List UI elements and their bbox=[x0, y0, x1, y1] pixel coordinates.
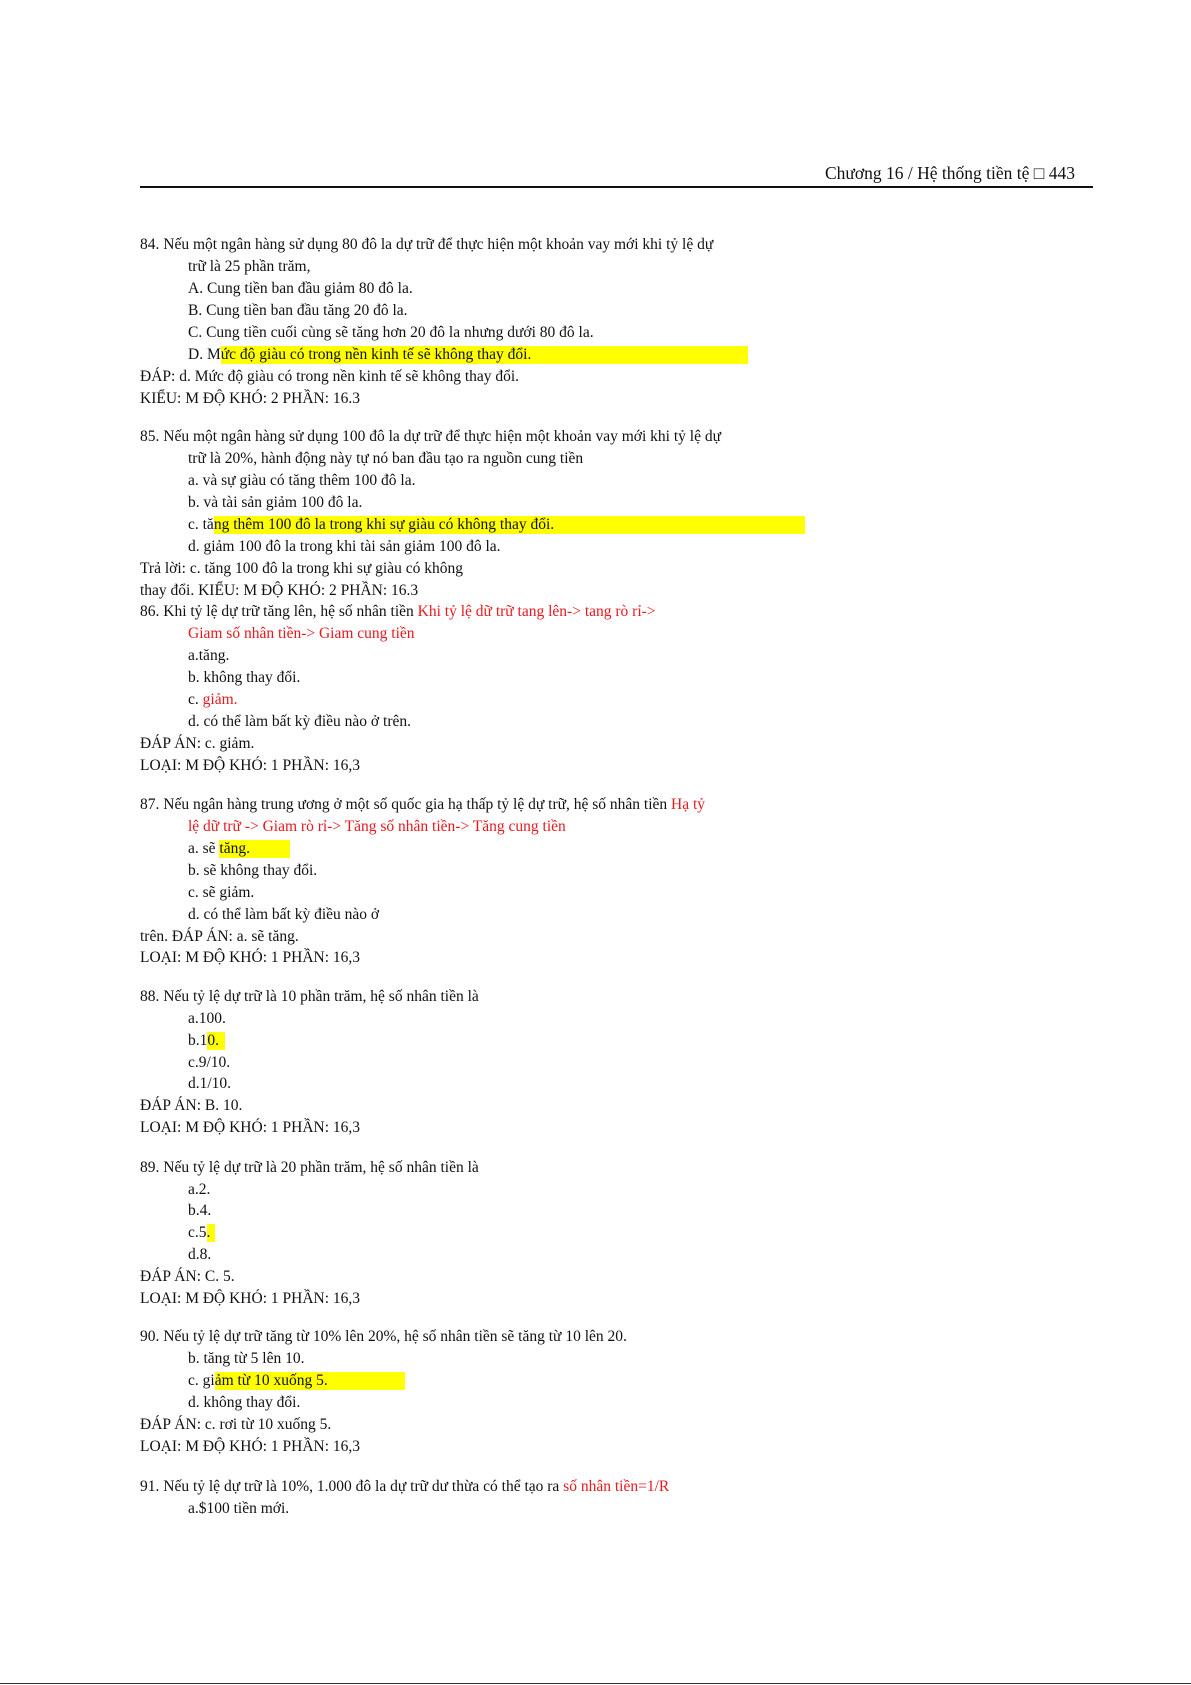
q90-highlight: ảm từ 10 xuống 5. bbox=[215, 1372, 405, 1390]
q86-number: 86. bbox=[140, 603, 160, 620]
q87-highlight: tăng. bbox=[219, 840, 290, 858]
q89-highlight: . bbox=[207, 1224, 215, 1242]
page-number: 443 bbox=[1048, 163, 1075, 183]
q91-number: 91. bbox=[140, 1478, 160, 1495]
q88-meta: LOẠI: M ĐỘ KHÓ: 1 PHẦN: 16,3 bbox=[140, 1119, 361, 1136]
q91-line1 bbox=[140, 1478, 669, 1496]
q90-option-d: d. không thay đổi. bbox=[188, 1394, 301, 1411]
q85-number: 85. bbox=[140, 428, 160, 445]
q88-line1 bbox=[140, 988, 479, 1006]
q86-option-c bbox=[188, 691, 238, 709]
q88-option-d: d.1/10. bbox=[188, 1075, 232, 1092]
q84-option-a: A. Cung tiền ban đầu giảm 80 đô la. bbox=[188, 280, 413, 297]
q87-option-a-prefix: a. sẽ bbox=[188, 840, 220, 857]
q84-option-d-prefix: D. M bbox=[188, 346, 221, 363]
q89-option-c-prefix: c.5 bbox=[188, 1224, 207, 1241]
q90-option-c bbox=[188, 1372, 405, 1390]
q87-number: 87. bbox=[140, 796, 160, 813]
q86-meta: LOẠI: M ĐỘ KHÓ: 1 PHẦN: 16,3 bbox=[140, 757, 361, 774]
q85-answer-line1: Trả lời: c. tăng 100 đô la trong khi sự giàu có không bbox=[140, 560, 463, 577]
q87-red-note: Hạ tỷ bbox=[671, 796, 706, 813]
q84-option-d bbox=[188, 346, 748, 364]
q87-meta: LOẠI: M ĐỘ KHÓ: 1 PHẦN: 16,3 bbox=[140, 949, 361, 966]
q88-text: Nếu tỷ lệ dự trữ là 10 phần trăm, hệ số nhân tiền là bbox=[163, 988, 479, 1005]
q87-red-note-line2: lệ dữ trữ -> Giam rò rỉ-> Tăng số nhân tiền-> Tăng cung tiền bbox=[188, 818, 566, 835]
q90-number: 90. bbox=[140, 1328, 160, 1345]
q88-option-a: a.100. bbox=[188, 1010, 226, 1027]
q90-answer: ĐÁP ÁN: c. rơi từ 10 xuống 5. bbox=[140, 1416, 332, 1433]
q90-option-b: b. tăng từ 5 lên 10. bbox=[188, 1350, 305, 1367]
q87-option-c: c. sẽ giảm. bbox=[188, 884, 255, 901]
q89-line1 bbox=[140, 1159, 479, 1177]
q86-answer: ĐÁP ÁN: c. giảm. bbox=[140, 735, 255, 752]
q89-option-b: b.4. bbox=[188, 1202, 212, 1219]
q85-option-c-prefix: c. tă bbox=[188, 516, 214, 533]
q88-option-c: c.9/10. bbox=[188, 1054, 231, 1071]
q86-option-b: b. không thay đổi. bbox=[188, 669, 301, 686]
q85-option-d: d. giảm 100 đô la trong khi tài sản giảm 100 đô la. bbox=[188, 538, 501, 555]
q85-line1 bbox=[140, 428, 721, 446]
q84-number: 84. bbox=[140, 236, 160, 253]
q88-answer: ĐÁP ÁN: B. 10. bbox=[140, 1097, 243, 1114]
q90-text: Nếu tỷ lệ dự trữ tăng từ 10% lên 20%, hệ số nhân tiền sẽ tăng từ 10 lên 20. bbox=[163, 1328, 627, 1345]
page-header bbox=[825, 163, 1075, 184]
q85-line2: trữ là 20%, hành động này tự nó ban đầu tạo ra nguồn cung tiền bbox=[188, 450, 584, 467]
q85-answer-line2: thay đổi. KIỂU: M ĐỘ KHÓ: 2 PHẦN: 16.3 bbox=[140, 582, 419, 599]
q89-number: 89. bbox=[140, 1159, 160, 1176]
box-glyph: □ bbox=[1033, 163, 1045, 183]
q89-option-c bbox=[188, 1224, 215, 1242]
q84-meta: KIỂU: M ĐỘ KHÓ: 2 PHẦN: 16.3 bbox=[140, 390, 361, 407]
header-rule bbox=[140, 186, 1093, 188]
q89-text: Nếu tỷ lệ dự trữ là 20 phần trăm, hệ số nhân tiền là bbox=[163, 1159, 479, 1176]
q90-line1 bbox=[140, 1328, 627, 1346]
page-bottom-edge bbox=[0, 1683, 1191, 1684]
q86-text: Khi tỷ lệ dự trữ tăng lên, hệ số nhân tiền bbox=[163, 603, 418, 620]
q89-option-a: a.2. bbox=[188, 1181, 211, 1198]
q84-text: Nếu một ngân hàng sử dụng 80 đô la dự trữ để thực hiện một khoản vay mới khi tỷ lệ dự bbox=[163, 236, 714, 253]
q84-option-b: B. Cung tiền ban đầu tăng 20 đô la. bbox=[188, 302, 408, 319]
q91-option-a: a.$100 tiền mới. bbox=[188, 1500, 290, 1517]
q84-answer: ĐÁP: d. Mức độ giàu có trong nền kinh tế sẽ không thay đổi. bbox=[140, 368, 520, 385]
q84-option-c: C. Cung tiền cuối cùng sẽ tăng hơn 20 đô la nhưng dưới 80 đô la. bbox=[188, 324, 594, 341]
q85-option-a: a. và sự giàu có tăng thêm 100 đô la. bbox=[188, 472, 416, 489]
q87-option-a bbox=[188, 840, 290, 858]
chapter-title: Chương 16 / Hệ thống tiền tệ bbox=[825, 163, 1030, 183]
q88-option-b bbox=[188, 1032, 225, 1050]
q91-red-note: số nhân tiền=1/R bbox=[563, 1478, 670, 1495]
q86-red-note-line2: Giam số nhân tiền-> Giam cung tiền bbox=[188, 625, 415, 642]
q87-line1 bbox=[140, 796, 705, 814]
q86-option-a: a.tăng. bbox=[188, 647, 230, 664]
q88-highlight: 0. bbox=[207, 1032, 225, 1050]
q87-option-d: d. có thể làm bất kỳ điều nào ở bbox=[188, 906, 380, 923]
q86-option-c-prefix: c. bbox=[188, 691, 203, 708]
q86-red-note: Khi tỷ lệ dữ trữ tang lên-> tang rò rỉ-> bbox=[417, 603, 656, 620]
q86-option-c-red: giảm. bbox=[202, 691, 238, 708]
q87-answer: trên. ĐÁP ÁN: a. sẽ tăng. bbox=[140, 928, 299, 945]
q87-text: Nếu ngân hàng trung ương ở một số quốc gia hạ thấp tỷ lệ dự trữ, hệ số nhân tiền bbox=[163, 796, 672, 813]
q85-option-c bbox=[188, 516, 805, 534]
q91-text: Nếu tỷ lệ dự trữ là 10%, 1.000 đô la dự trữ dư thừa có thể tạo ra bbox=[163, 1478, 564, 1495]
q85-text: Nếu một ngân hàng sử dụng 100 đô la dự trữ để thực hiện một khoản vay mới khi tỷ lệ dự bbox=[163, 428, 721, 445]
q86-option-d: d. có thể làm bất kỳ điều nào ở trên. bbox=[188, 713, 411, 730]
q88-option-b-prefix: b.1 bbox=[188, 1032, 208, 1049]
q84-highlight: ức độ giàu có trong nền kinh tế sẽ không thay đổi. bbox=[221, 346, 748, 364]
q86-line1 bbox=[140, 603, 656, 621]
q87-option-b: b. sẽ không thay đổi. bbox=[188, 862, 318, 879]
q84-line2: trữ là 25 phần trăm, bbox=[188, 258, 311, 275]
q85-highlight: ng thêm 100 đô la trong khi sự giàu có không thay đổi. bbox=[214, 516, 805, 534]
q84-line1 bbox=[140, 236, 713, 254]
q88-number: 88. bbox=[140, 988, 160, 1005]
q90-option-c-prefix: c. gi bbox=[188, 1372, 215, 1389]
q90-meta: LOẠI: M ĐỘ KHÓ: 1 PHẦN: 16,3 bbox=[140, 1438, 361, 1455]
q89-answer: ĐÁP ÁN: C. 5. bbox=[140, 1268, 235, 1285]
q89-option-d: d.8. bbox=[188, 1246, 212, 1263]
q85-option-b: b. và tài sản giảm 100 đô la. bbox=[188, 494, 363, 511]
q89-meta: LOẠI: M ĐỘ KHÓ: 1 PHẦN: 16,3 bbox=[140, 1290, 361, 1307]
